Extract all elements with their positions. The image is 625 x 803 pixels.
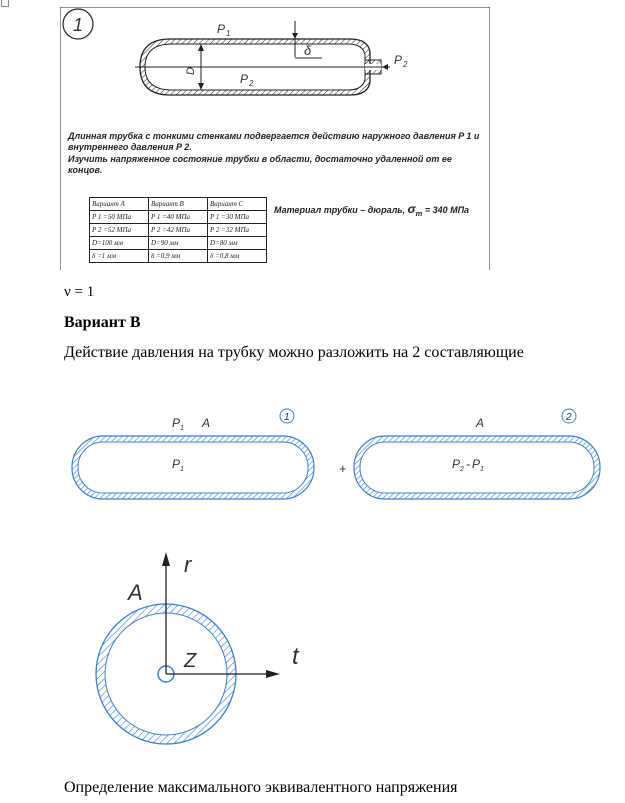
tube-2-p1: P: [472, 457, 481, 471]
plus-sign: +: [339, 461, 347, 476]
svg-text:1: 1: [180, 466, 184, 473]
label-p1: P: [217, 22, 226, 36]
section-heading: Вариант В: [64, 314, 141, 331]
variants-cell: Вариант C: [208, 198, 267, 211]
svg-text:2: 2: [460, 466, 464, 473]
decomposition-diagram: [0, 400, 625, 510]
tube-1-number: 1: [284, 412, 290, 423]
problem-text-1: Длинная трубка с тонкими стенками подвергается действию наружного давления P 1 и: [68, 131, 480, 141]
variants-cell: P 1 =40 МПа: [149, 211, 208, 224]
variants-table: [89, 197, 267, 263]
problem-text-2: внутреннего давления P 2.: [68, 142, 192, 152]
variants-cell: D=80 мм: [208, 237, 267, 250]
variants-cell: P 1 =30 МПа: [208, 211, 267, 224]
variants-row: [90, 237, 267, 250]
variants-row: [90, 198, 267, 211]
variants-row: [90, 211, 267, 224]
bottom-heading: Определение максимального эквивалентного напряжения: [64, 779, 458, 796]
variants-cell: P 2 =52 МПа: [90, 224, 149, 237]
variants-cell: Вариант B: [149, 198, 208, 211]
label-d: D: [185, 67, 197, 75]
tube-2-number: 2: [566, 412, 572, 423]
tube-1-p-inside: P: [172, 457, 181, 471]
variants-cell: D=90 мм: [149, 237, 208, 250]
variants-cell: δ =1 мм: [90, 250, 149, 263]
tube-1-point-a: A: [202, 416, 211, 430]
nu-line: ν = 1: [64, 284, 95, 300]
axis-t-label: t: [292, 643, 299, 670]
variants-row: [90, 250, 267, 263]
svg-text:1: 1: [226, 29, 231, 38]
section-point-a: A: [128, 580, 143, 605]
svg-text:2: 2: [403, 60, 408, 69]
label-p2-inner: P: [240, 72, 249, 86]
axis-z-label: Z: [184, 650, 197, 672]
material-sigma: σ: [407, 202, 416, 216]
material-sigma-sub: т: [415, 208, 423, 218]
tube-2-point-a: A: [476, 416, 485, 430]
variants-row: [90, 224, 267, 237]
variants-cell: D=100 мм: [90, 237, 149, 250]
material-line: [274, 202, 469, 218]
variants-cell: P 1 =50 МПа: [90, 211, 149, 224]
svg-text:1: 1: [480, 466, 484, 473]
axis-r-label: r: [184, 552, 192, 577]
problem-figure: [60, 7, 490, 270]
corner-marker: [1, 0, 9, 7]
svg-text:2: 2: [249, 79, 254, 88]
tube-2-p2: P: [452, 457, 461, 471]
problem-text-3: Изучить напряженное состояние трубки в области, достаточно удаленной от ее концов.: [68, 154, 452, 175]
problem-number: 1: [73, 15, 84, 35]
material-prefix: Материал трубки – дюраль,: [274, 205, 406, 215]
label-delta: δ: [304, 43, 312, 58]
tube-1-p-top: P: [172, 416, 181, 430]
intro-paragraph: Действие давления на трубку можно разложить на 2 составляющие: [64, 344, 524, 361]
material-value: = 340 МПа: [424, 205, 470, 215]
cross-section-diagram: [80, 540, 320, 750]
label-p2-end: P: [394, 53, 403, 67]
svg-text:1: 1: [180, 425, 184, 432]
variants-cell: P 2 =42 МПа: [149, 224, 208, 237]
svg-text:-: -: [466, 457, 470, 471]
variants-cell: δ =0,9 мм: [149, 250, 208, 263]
variants-cell: δ =0,8 мм: [208, 250, 267, 263]
variants-cell: Вариант A: [90, 198, 149, 211]
variants-cell: P 2 =32 МПа: [208, 224, 267, 237]
